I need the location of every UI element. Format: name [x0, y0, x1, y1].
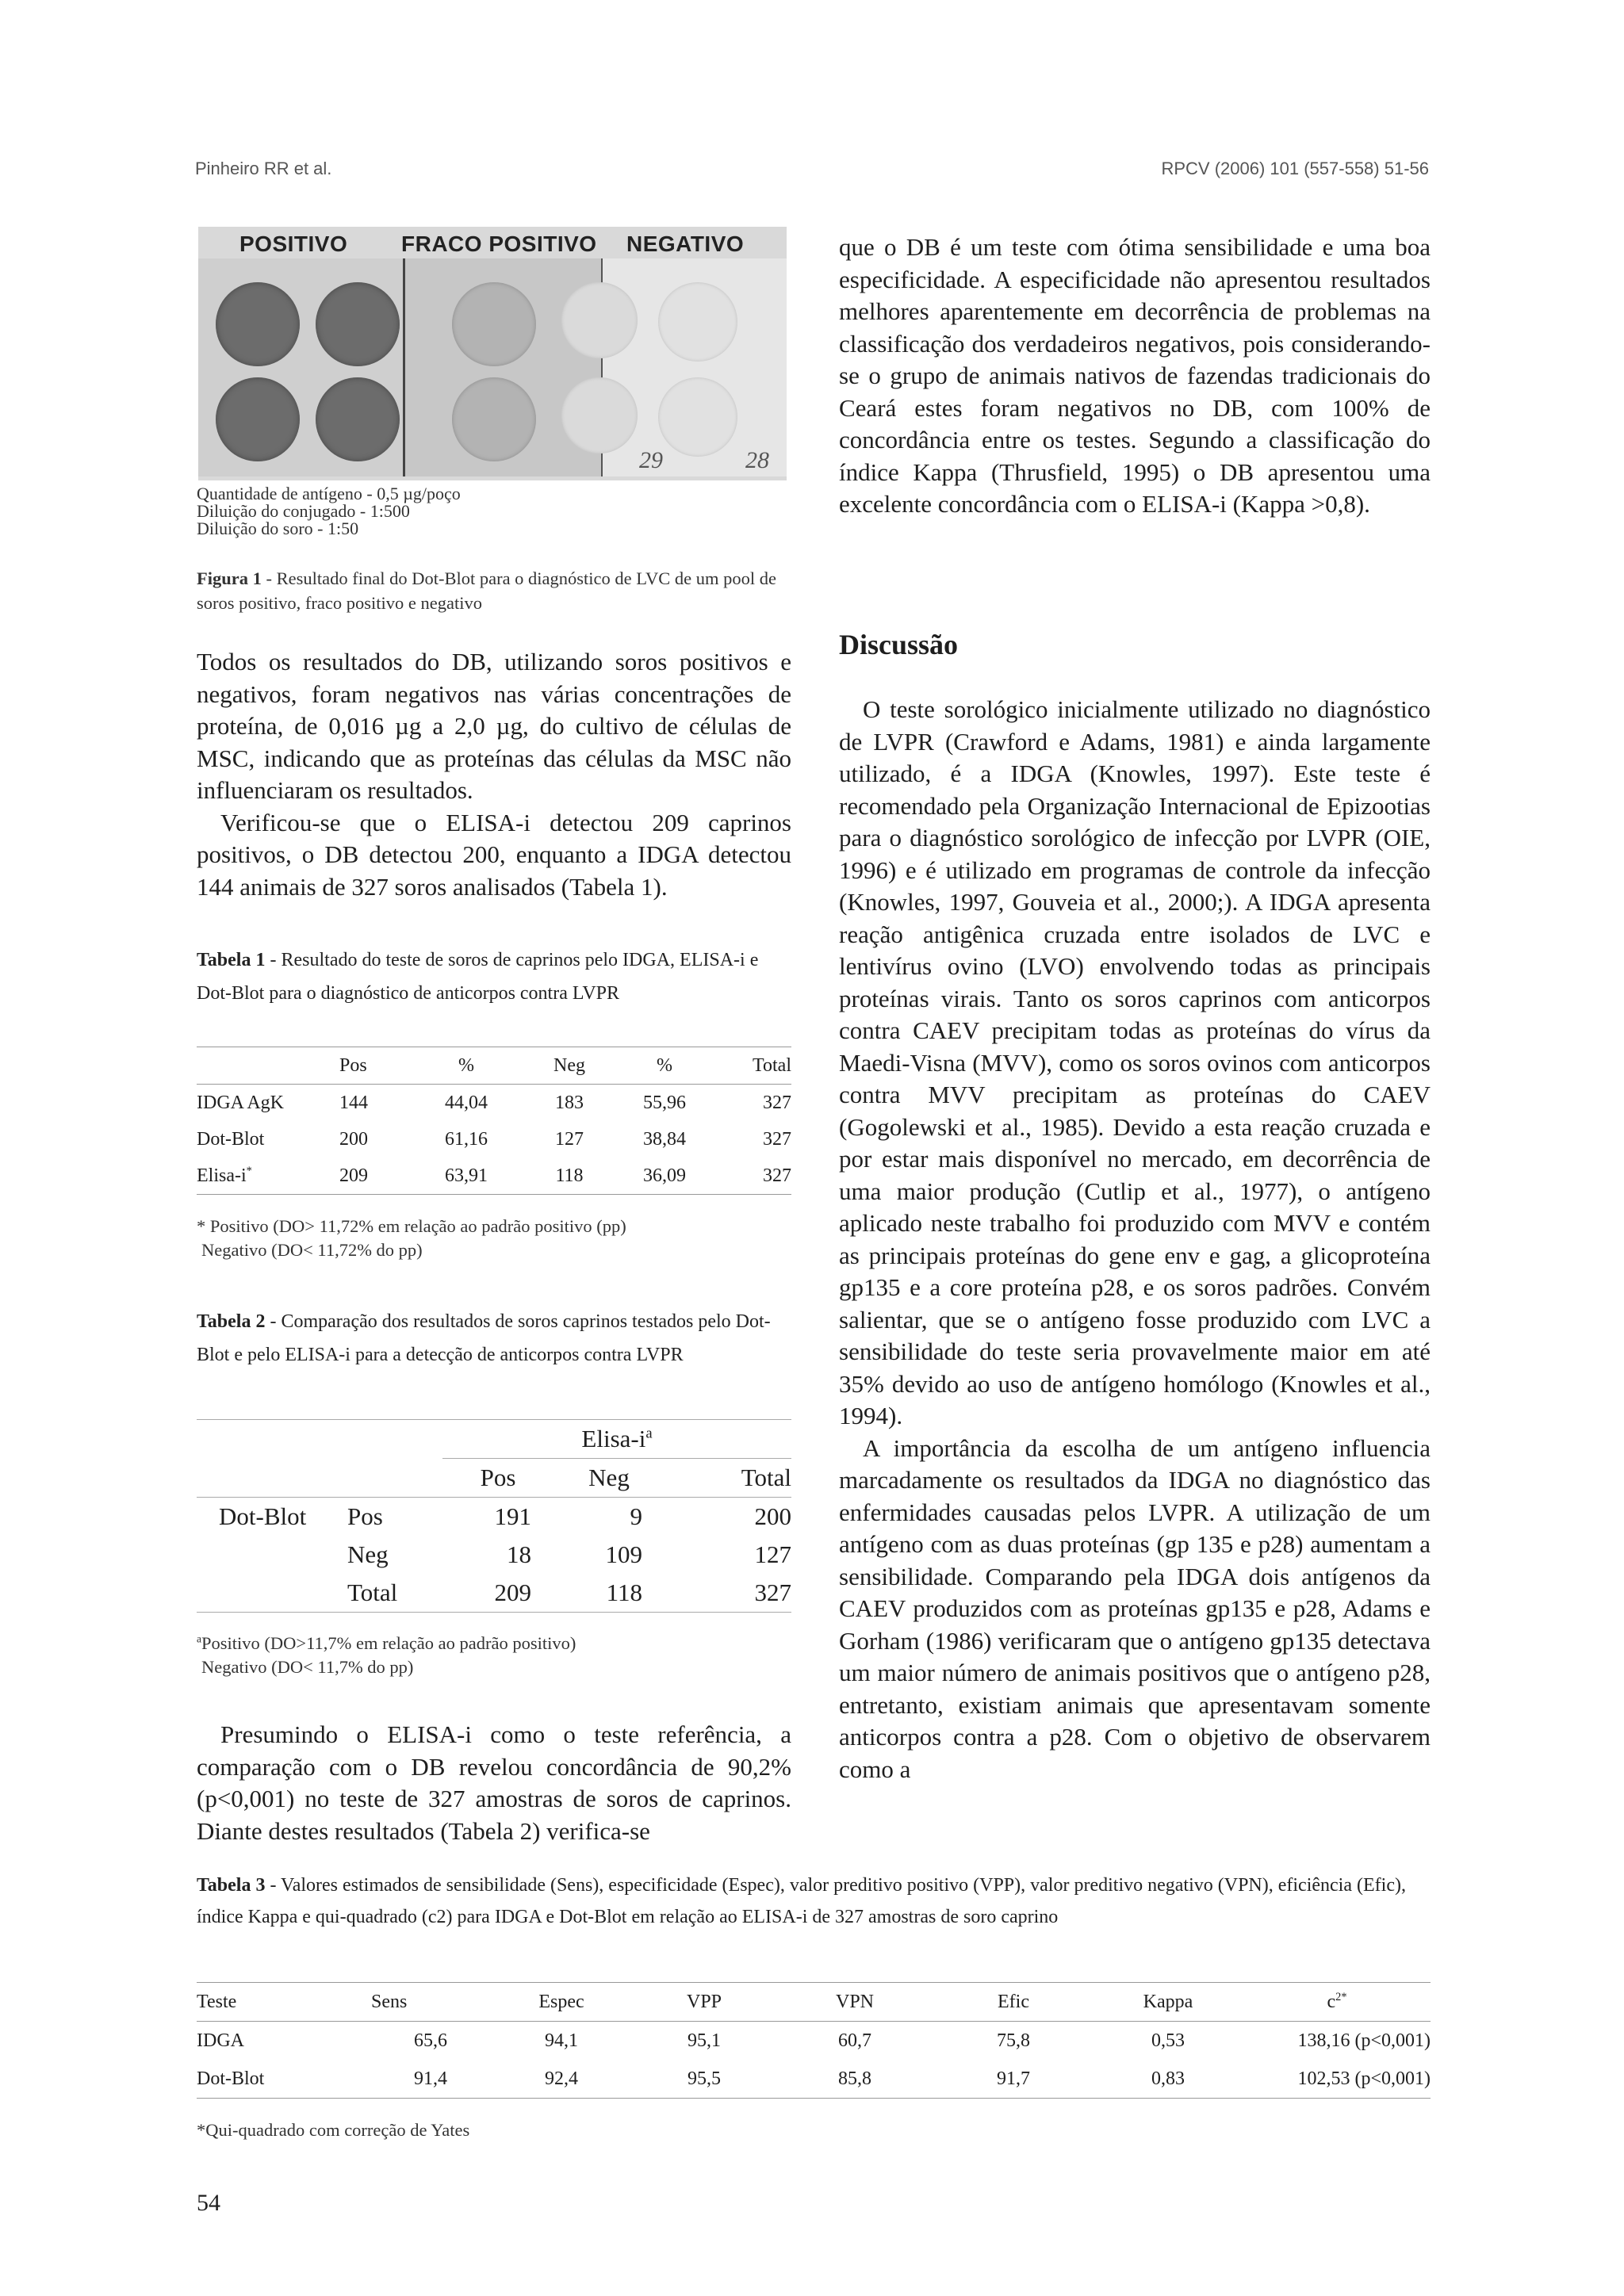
- table2-caption-label: Tabela 2: [197, 1311, 266, 1332]
- table2-header-cell: Neg: [553, 1459, 665, 1498]
- table-row: [197, 1121, 791, 1158]
- table2-row-label: Total: [347, 1574, 442, 1613]
- table1-cell: 61,16: [445, 1128, 488, 1150]
- table2-cell: 200: [754, 1502, 791, 1530]
- blot-dot: [316, 377, 400, 461]
- blot-dot: [561, 377, 638, 453]
- figure-meta-line: Quantidade de antígeno - 0,5 µg/poço: [197, 484, 461, 503]
- left-body-block-2: [197, 1719, 791, 1847]
- table1-cell: 327: [763, 1128, 791, 1150]
- table1-cell: 144: [339, 1092, 368, 1113]
- table3-row-label: IDGA: [197, 2030, 244, 2051]
- figure-caption-label: Figura 1: [197, 568, 262, 588]
- table3-cell: 65,6: [414, 2030, 447, 2051]
- table-row: [197, 1158, 791, 1195]
- table1-cell: 63,91: [411, 1158, 522, 1195]
- table3-header-cell: Espec: [490, 1983, 633, 2022]
- table2-cell: 327: [665, 1574, 791, 1613]
- table1-caption: [197, 943, 791, 1010]
- paragraph: O teste sorológico inicialmente utilizado no diagnóstico de LVPR (Crawford e Adams, 1981) e ainda largamente utilizado, é a IDGA (Knowles, 1997). Este teste é recomendado pela Organização Internacional de Epizootias para o diagnóstico sorológico de infecção por LVPR (OIE, 1996) e é utilizado em programas de controle da infecção (Knowles, 1997, Gouveia et al., 2000;). A IDGA apresenta reação antigênica cruzada entre isolados de LVC e lentivírus ovino (LVO) envolvendo todas as principais proteínas virais. Tanto os soros caprinos com anticorpos contra CAEV precipitam todas as proteínas do vírus da Maedi-Visna (MVV), como os soros ovinos com anticorpos contra MVV precipitam as proteínas do CAEV (Gogolewski et al., 1985). Devido a esta reação cruzada e por estar mais disponível no mercado, em decorrência de uma maior produção (Cutlip et al., 1977), o antígeno aplicado neste trabalho foi produzido com MVV e contém as principais proteínas do gene env e gag, a glicoproteína gp135 e a core proteína p28, e os soros padrões. Convém salientar, que se o antígeno fosse produzido com LVC a sensibilidade do teste seria provavelmente maior em até 35% devido ao uso de antígeno homólogo (Knowles et al., 1994).: [839, 695, 1431, 1429]
- table2-header-cell: Total: [665, 1459, 791, 1498]
- table-row: [197, 1536, 791, 1574]
- table2-cell: 127: [754, 1540, 791, 1568]
- table3-header-cell: Sens: [371, 1983, 490, 2022]
- paragraph: Todos os resultados do DB, utilizando soros positivos e negativos, foram negativos nas várias concentrações de proteína, de 0,016 µg a 2,0 µg, do cultivo de células de MSC, indicando que as proteínas das células da MSC não influenciaram os resultados.: [197, 648, 791, 804]
- table3-cell: 60,7: [838, 2030, 871, 2051]
- blot-dot: [216, 377, 300, 461]
- table-row: [197, 2022, 1431, 2061]
- blot-dot: [316, 282, 400, 366]
- blot-dot: [561, 282, 638, 358]
- blot-dot: [452, 377, 536, 461]
- table2-note: [197, 1632, 576, 1679]
- paragraph: que o DB é um teste com ótima sensibilidade e uma boa especificidade. A especificidade não apresentou resultados melhores aparentemente em decorrência de problemas na classificação dos verdadeiros negativos, pois considerando-se o grupo de animais nativos de fazendas tradicionais do Ceará estes foram negativos no DB, com 100% de concordância entre os testes. Segundo a classificação do índice Kappa (Thrusfield, 1995) o DB apresentou uma excelente concordância com o ELISA-i (Kappa >0,8).: [839, 233, 1431, 518]
- table3-cell: 94,1: [545, 2030, 578, 2051]
- table2-caption: [197, 1305, 791, 1372]
- table-row: [197, 1498, 791, 1536]
- table2-row-label: Pos: [347, 1502, 383, 1530]
- table2-row-label: Neg: [347, 1540, 389, 1568]
- page-number: 54: [197, 2190, 220, 2216]
- table2-note-line: $^a$Positivo (DO>11,7% em relação ao padrão positivo): [197, 1632, 576, 1653]
- blot-dot: [452, 282, 536, 366]
- table3-cell: 0,83: [1093, 2060, 1243, 2099]
- table3-cell: 95,1: [688, 2030, 721, 2051]
- table3-caption-label: Tabela 3: [197, 1875, 266, 1896]
- table1-cell: 183: [555, 1092, 584, 1113]
- table2-cell: 191: [494, 1502, 531, 1530]
- table3-note: *Qui-quadrado com correção de Yates: [197, 2120, 470, 2140]
- table1-cell: 327: [763, 1092, 791, 1113]
- table1-note: [197, 1215, 626, 1262]
- table2-row-group: Dot-Blot: [219, 1502, 307, 1530]
- section-title-discussao: Discussão: [839, 629, 959, 660]
- figure-label-fraco-positivo: FRACO POSITIVO: [401, 232, 597, 256]
- figure-caption-text: - Resultado final do Dot-Blot para o diagnóstico de LVC de um pool de soros positivo, fraco positivo e negativo: [197, 568, 776, 613]
- table3-cell: 102,53 (p<0,001): [1243, 2060, 1431, 2099]
- table2-cell: 9: [630, 1502, 642, 1530]
- right-body-block-1: [839, 232, 1431, 521]
- table1-row-label: IDGA AgK: [197, 1092, 285, 1113]
- left-body-block-1: [197, 646, 791, 903]
- table3-caption: [197, 1869, 1434, 1933]
- table3-cell: 91,4: [371, 2060, 490, 2099]
- table1-cell: 127: [555, 1128, 584, 1150]
- figure-label-negativo: NEGATIVO: [626, 232, 745, 256]
- table1-note-line: * Positivo (DO> 11,72% em relação ao padrão positivo (pp): [197, 1216, 626, 1236]
- table1-caption-text: - Resultado do teste de soros de caprinos pelo IDGA, ELISA-i e Dot-Blot para o diagnóstico de anticorpos contra LVPR: [197, 950, 759, 1004]
- table2-cell: 109: [605, 1540, 642, 1568]
- table1: [197, 1047, 791, 1195]
- figure-handwritten-label: 29: [639, 447, 663, 473]
- table3-header-cell: VPP: [633, 1983, 776, 2022]
- table1-header-cell: Neg: [522, 1047, 617, 1085]
- table1-cell: 36,09: [617, 1158, 712, 1195]
- table1-cell: 118: [522, 1158, 617, 1195]
- table3-cell: 85,8: [776, 2060, 934, 2099]
- table2-group-header: Elisa-$i^a$: [442, 1420, 791, 1459]
- table3-header-cell: VPN: [776, 1983, 934, 2022]
- table1-note-line: Negativo (DO< 11,72% do pp): [201, 1240, 423, 1260]
- figure-meta: [197, 485, 461, 538]
- table3-cell: 92,4: [490, 2060, 633, 2099]
- table-row: [197, 2060, 1431, 2099]
- table2-cell: 18: [507, 1540, 531, 1568]
- figure-meta-line: Diluição do soro - 1:50: [197, 519, 359, 538]
- table1-cell: 209: [339, 1158, 411, 1195]
- table1-cell: 55,96: [643, 1092, 686, 1113]
- table1-cell: 327: [712, 1158, 791, 1195]
- table3-cell: 95,5: [633, 2060, 776, 2099]
- table3-cell: 75,8: [997, 2030, 1030, 2051]
- running-header-journal: RPCV (2006) 101 (557-558) 51-56: [1161, 159, 1429, 178]
- blot-dot: [658, 377, 737, 457]
- table3-cell: 138,16 (p<0,001): [1297, 2030, 1431, 2051]
- figure-handwritten-label: 28: [745, 447, 769, 473]
- figure-caption: [197, 566, 790, 615]
- table2-note-line: Negativo (DO< 11,7% do pp): [201, 1657, 414, 1677]
- table3-header-cell: Teste: [197, 1983, 371, 2022]
- table1-caption-label: Tabela 1: [197, 950, 266, 970]
- table3-header-cell: Efic: [934, 1983, 1093, 2022]
- paragraph: A importância da escolha de um antígeno influencia marcadamente os resultados da IDGA no diagnóstico das enfermidades causadas pelos LVPR. A utilização de um antígeno com as duas proteínas (gp 135 e p28) aumentam a sensibilidade. Comparando pela IDGA dois antígenos da CAEV produzidos com as proteínas gp135 e p28, Adams e Gorham (1986) verificaram que o antígeno gp135 detectava um maior número de animais positivos que o antígeno p28, entretanto, existiam animais que apresentavam somente anticorpos contra a p28. Com o objetivo de observarem como a: [839, 1433, 1431, 1783]
- paragraph: Verificou-se que o ELISA-i detectou 209 caprinos positivos, o DB detectou 200, enquanto a IDGA detectou 144 animais de 327 soros analisados (Tabela 1).: [197, 808, 791, 901]
- table-row: [197, 1085, 791, 1122]
- figure-label-positivo: POSITIVO: [239, 232, 348, 256]
- blot-dot: [216, 282, 300, 366]
- table2-header-cell: Pos: [442, 1459, 553, 1498]
- blot-dot: [658, 282, 737, 362]
- table3-row-label: Dot-Blot: [197, 2060, 371, 2099]
- table3-cell: 0,53: [1151, 2030, 1185, 2051]
- table1-cell: 200: [339, 1128, 368, 1150]
- table1-header-cell: [197, 1047, 339, 1085]
- figure-meta-line: Diluição do conjugado - 1:500: [197, 501, 410, 521]
- table1-header-cell: Pos: [339, 1047, 411, 1085]
- table3-cell: 91,7: [934, 2060, 1093, 2099]
- right-body-block-2: [839, 694, 1431, 1785]
- table3-header-cell: $c^{2*}$: [1243, 1983, 1431, 2022]
- table2-caption-text: - Comparação dos resultados de soros caprinos testados pelo Dot-Blot e pelo ELISA-i para a detecção de anticorpos contra LVPR: [197, 1311, 771, 1365]
- table2-cell: 118: [553, 1574, 665, 1613]
- paragraph: Presumindo o ELISA-i como o teste referência, a comparação com o DB revelou concordância de 90,2% (p<0,001) no teste de 327 amostras de soros de caprinos. Diante destes resultados (Tabela 2) verifica-se: [197, 1720, 791, 1845]
- table1-row-label: Dot-Blot: [197, 1128, 265, 1150]
- table1-cell: 38,84: [643, 1128, 686, 1150]
- table-row: [197, 1574, 791, 1613]
- table3-caption-text: - Valores estimados de sensibilidade (Sens), especificidade (Espec), valor preditivo positivo (VPP), valor preditivo negativo (VPN), eficiência (Efic), índice Kappa e qui-quadrado (c2) para IDGA e Dot-Blot em relação ao ELISA-i de 327 amostras de soro caprino: [197, 1875, 1406, 1927]
- table1-row-label: Elisa-i*: [197, 1158, 339, 1195]
- table1-header-cell: %: [411, 1047, 522, 1085]
- running-header-authors: Pinheiro RR et al.: [195, 159, 332, 178]
- table2: [197, 1419, 791, 1613]
- table1-header-cell: Total: [712, 1047, 791, 1085]
- table3-header-cell: Kappa: [1093, 1983, 1243, 2022]
- table1-cell: 44,04: [445, 1092, 488, 1113]
- dot-blot-figure: [198, 227, 787, 480]
- table2-cell: 209: [442, 1574, 553, 1613]
- table1-header-cell: %: [617, 1047, 712, 1085]
- table3: [197, 1982, 1431, 2099]
